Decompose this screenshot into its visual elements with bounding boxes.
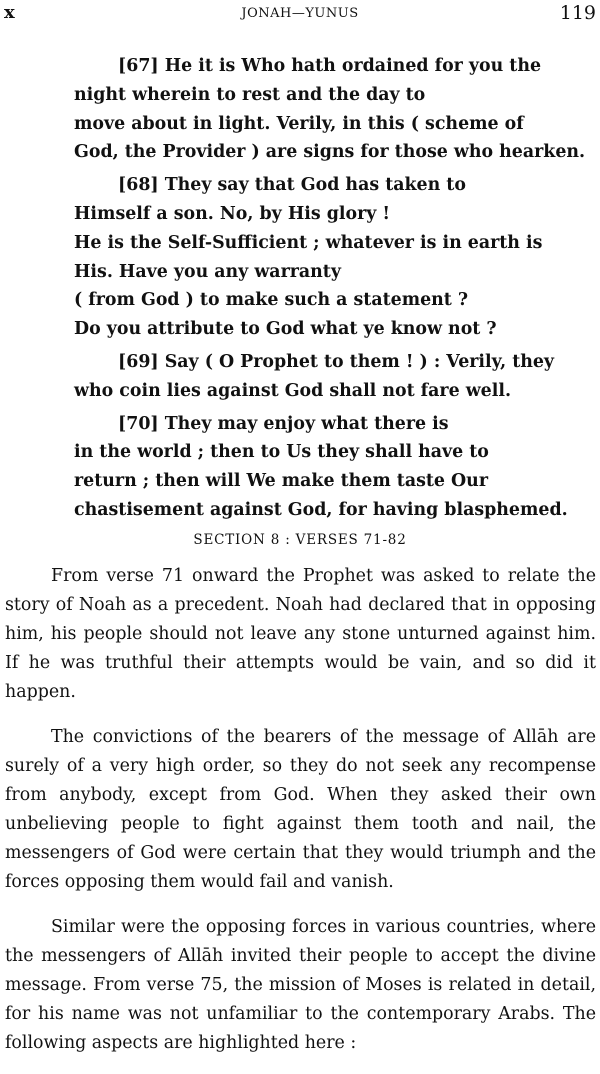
verse-line: move about in light. Verily, in this ( scheme of [74,113,524,134]
commentary-paragraph: From verse 71 onward the Prophet was asked to relate the story of Noah as a precedent. Noah had declared that in opposing him, his people should not leave any stone unturned against him. If he was truthful their attempts would be vain, and so did it happen. [5,566,596,702]
verse-line: God, the Provider ) are signs for those who hearken. [74,142,586,163]
verse-line: [69] Say ( O Prophet to them ! ) : Verily, they [118,351,555,372]
verse-line: Himself a son. No, by His glory ! [74,203,391,224]
verse-line: Do you attribute to God what ye know not ? [74,319,497,340]
verse-68 [74,171,598,344]
verse-67 [74,52,598,167]
verse-block [74,52,598,529]
verse-70 [74,410,598,525]
section-heading: SECTION 8 : VERSES 71-82 [193,532,407,548]
running-header [0,0,600,30]
verse-line: who coin lies against God shall not fare well. [74,380,512,401]
commentary-paragraph: The convictions of the bearers of the message of Allāh are surely of a very high order, so they do not seek any recompense from anybody, except from God. When they asked their own unbelieving people to fight against them tooth and nail, the messengers of God were certain that they would triumph and the forces opposing them would fail and vanish. [5,727,596,892]
verse-line: in the world ; then to Us they shall have to [74,442,489,463]
verse-line: He is the Self-Sufficient ; whatever is in earth is [74,232,543,253]
commentary [5,562,596,1074]
verse-line: [67] He it is Who hath ordained for you the [118,56,542,76]
verse-line: night wherein to rest and the day to [74,84,426,105]
verse-line: His. Have you any warranty [74,261,341,282]
header-left-mark: x [4,2,15,23]
verse-line: return ; then will We make them taste Our [74,471,488,492]
verse-line: chastisement against God, for having blasphemed. [74,499,568,520]
verse-line: [70] They may enjoy what there is [118,413,449,434]
commentary-paragraph: Similar were the opposing forces in various countries, where the messengers of Allāh invited their people to accept the divine message. From verse 75, the mission of Moses is related in detail, for his name was not unfamiliar to the contemporary Arabs. The following aspects are highlighted here : [5,917,596,1053]
verse-69 [74,348,598,406]
verse-line: ( from God ) to make such a statement ? [74,290,469,311]
page-number: 119 [559,2,596,24]
running-title: JONAH—YUNUS [241,6,359,21]
verse-line: [68] They say that God has taken to [118,175,466,196]
